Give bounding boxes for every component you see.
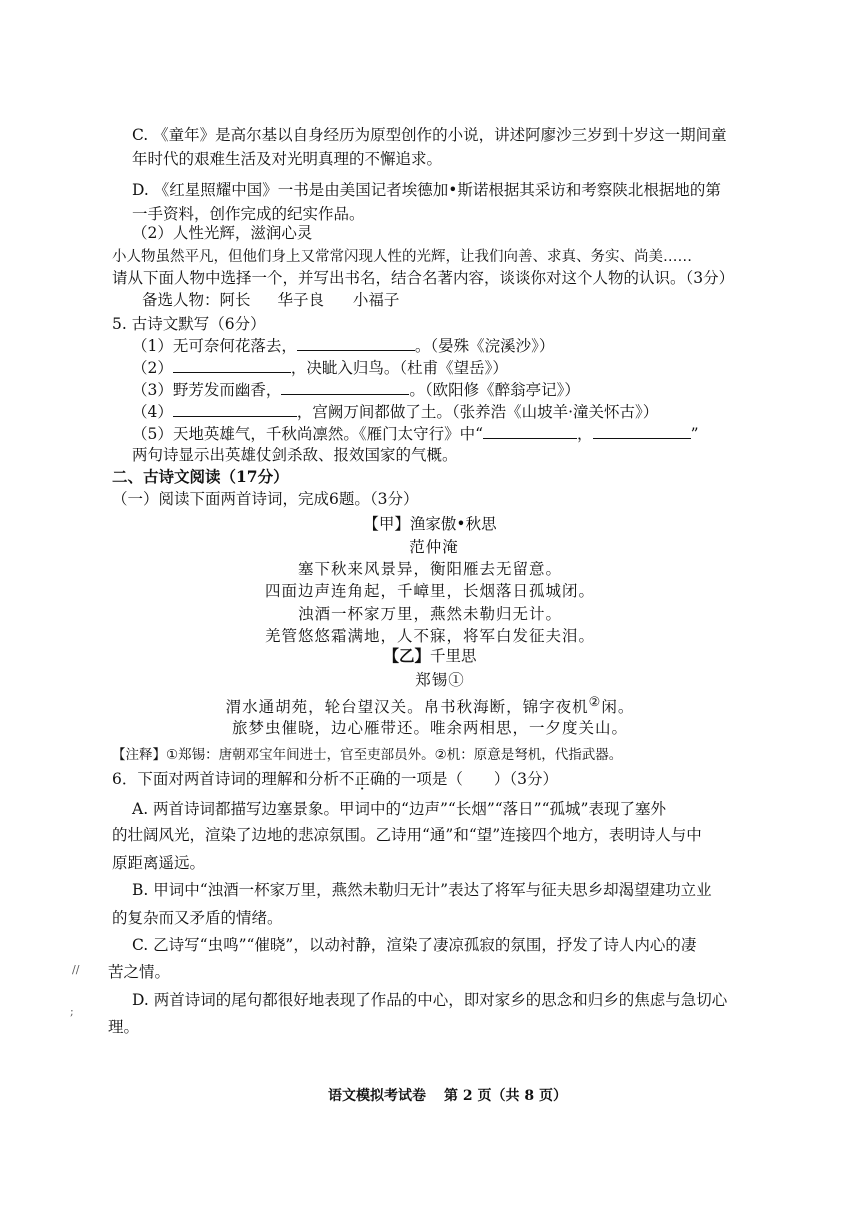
candidates-label: 备选人物： — [142, 291, 220, 309]
q6-stem: 6．下面对两首诗词的理解和分析不正确的一项是（ ）（3分） — [112, 770, 559, 788]
q5-item-4: （4） ，宫阙万间都做了土。（张养浩《山坡羊·潼关怀古》） — [132, 403, 659, 421]
candidate-2: 华子良 — [277, 291, 324, 309]
q4-option-c-line1: C. 《童年》是高尔基以自身经历为原型创作的小说，讲述阿廖沙三岁到十岁这一期间童 — [132, 126, 727, 144]
poem-jia-line-1: 塞下秋来风景异，衡阳雁去无留意。 — [297, 560, 562, 578]
candidate-1: 阿长 — [219, 291, 251, 309]
q4-option-d-line1: D. 《红星照耀中国》一书是由美国记者埃德加•斯诺根据其采访和考察陕北根据地的第 — [132, 181, 721, 199]
poem-jia-line-3: 浊酒一杯家万里，燕然未勒归无计。 — [297, 605, 562, 623]
footer-exam-name: 语文模拟考试卷 — [328, 1088, 426, 1104]
poem-yi-title — [0, 646, 860, 666]
q4-option-d-line2: 一手资料，创作完成的纪实作品。 — [132, 205, 365, 223]
q5-item-2: （2） ，决眦入归鸟。（杜甫《望岳》） — [132, 359, 508, 377]
poem-jia-title: 【甲】渔家傲•秋思 — [363, 515, 497, 533]
q4-sub2-title: （2）人性光辉，滋润心灵 — [132, 224, 313, 242]
q4-candidates — [142, 290, 399, 310]
blank-2[interactable] — [173, 357, 291, 373]
blank-4[interactable] — [173, 401, 297, 417]
q5-item-5: （5）天地英雄气，千秋尚凛然。《雁门太守行》中“ ， ” — [132, 425, 699, 443]
q6-option-a-line3: 原距离遥远。 — [112, 854, 206, 872]
blank-3[interactable] — [281, 379, 409, 395]
q6-option-b-line1: B. 甲词中“浊酒一杯家万里，燕然未勒归无计”表达了将军与征夫思乡却渴望建功立业 — [132, 881, 712, 899]
poem-jia-line-2: 四面边声连角起，千嶂里，长烟落日孤城闭。 — [264, 582, 595, 600]
q4-sub2-text1: 小人物虽然平凡，但他们身上又常常闪现人性的光辉，让我们向善、求真、务实、尚美…… — [112, 249, 692, 265]
annotation-note: 【注释】①郑锡：唐朝邓宝年间进士，官至吏部员外。②机：原意是弩机，代指武器。 — [112, 747, 623, 763]
q6-option-a-line1: A. 两首诗词都描写边塞景象。甲词中的“边声”“长烟”“落日”“孤城”表现了塞外 — [132, 800, 666, 818]
scan-mark: // — [72, 963, 80, 976]
q5-item-1: （1）无可奈何花落去， 。（晏殊《浣溪沙》） — [132, 337, 555, 355]
q6-emphasis: 不正确 — [338, 770, 386, 788]
q5-item-5-cont: 两句诗显示出英雄仗剑杀敌、报效国家的气概。 — [132, 446, 458, 464]
q4-option-c-line2: 年时代的艰难生活及对光明真理的不懈追求。 — [132, 150, 443, 168]
footer — [328, 1086, 567, 1106]
poem-yi-author: 郑锡① — [415, 671, 465, 689]
q6-option-c-line1: C. 乙诗写“虫鸣”“催晓”，以动衬静，渲染了凄凉孤寂的氛围，抒发了诗人内心的凄 — [132, 936, 697, 954]
q6-option-d-line2: 理。 — [108, 1018, 140, 1036]
q5-item-3: （3）野芳发而幽香， 。（欧阳修《醉翁亭记》） — [132, 381, 580, 399]
blank-1[interactable] — [297, 335, 415, 351]
blank-5b[interactable] — [593, 423, 691, 439]
footnote-2-marker: ② — [588, 695, 602, 710]
candidate-3: 小福子 — [352, 291, 400, 309]
section2-title: 二、古诗文阅读（17分） — [112, 467, 289, 486]
poem-yi-line-2: 旅梦虫催晓，边心雁带还。唯余两相思，一夕度关山。 — [231, 719, 628, 737]
q6-option-d-line1: D. 两首诗词的尾句都很好地表现了作品的中心，即对家乡的思念和归乡的焦虑与急切心 — [132, 991, 728, 1009]
scan-mark: ; — [70, 1005, 74, 1018]
q5-title: 5. 古诗文默写（6分） — [112, 315, 266, 333]
q6-option-a-line2: 的壮阔风光，渲染了边地的悲凉氛围。乙诗用“通”和“望”连接四个地方，表明诗人与中 — [112, 826, 702, 844]
footer-page-number: 第 2 页（共 8 页） — [444, 1088, 567, 1104]
section2-part1: （一）阅读下面两首诗词，完成6题。（3分） — [112, 490, 419, 508]
blank-5a[interactable] — [483, 423, 577, 439]
poem-jia-line-4: 羌管悠悠霜满地，人不寐，将军白发征夫泪。 — [264, 627, 595, 645]
poem-jia-author: 范仲淹 — [409, 538, 459, 556]
poem-yi-title-mark: 【乙】 — [383, 646, 430, 665]
poem-yi-line-1: 渭水通胡苑，轮台望汉关。帛书秋海断，锦字夜机②闲。 — [225, 695, 635, 717]
poem-yi-title-text: 千里思 — [430, 647, 477, 665]
q6-option-c-line2: 苦之情。 — [108, 963, 171, 981]
q6-option-b-line2: 的复杂而又矛盾的情绪。 — [112, 909, 283, 927]
q4-sub2-text2: 请从下面人物中选择一个，并写出书名，结合名著内容，谈谈你对这个人物的认识。（3分） — [112, 269, 735, 287]
